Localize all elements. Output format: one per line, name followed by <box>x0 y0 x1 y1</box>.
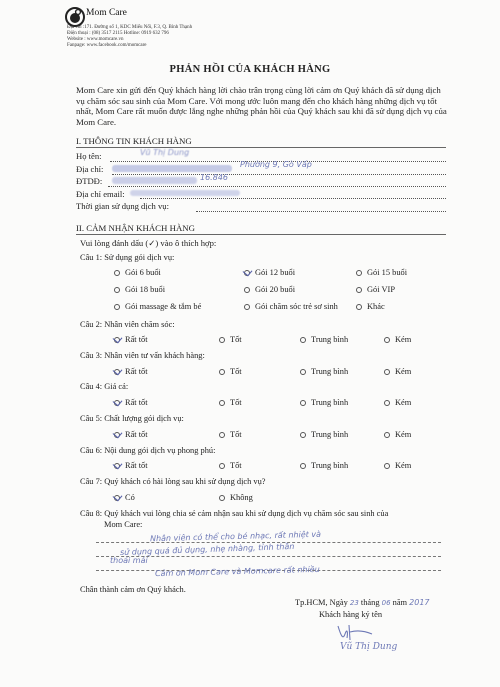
checked-radio-icon <box>114 495 120 501</box>
email-field[interactable] <box>140 198 446 199</box>
radio-icon <box>219 432 225 438</box>
q7-no[interactable]: Không <box>219 493 253 502</box>
option-other[interactable]: Khác <box>356 302 385 311</box>
signer-label: Khách hàng ký tên <box>319 610 383 619</box>
q2-very-good[interactable]: Rất tốt <box>114 335 148 344</box>
option-newborn-care[interactable]: Gói chăm sóc trẻ sơ sinh <box>244 302 338 311</box>
signature-name: Vũ Thị Dung <box>340 642 398 652</box>
answer-text-line-4[interactable]: Cảm ơn Mom Care và Momcare rất nhiều <box>154 564 320 579</box>
option-massage-bath[interactable]: Gói massage & tắm bé <box>114 302 201 311</box>
q3-very-good[interactable]: Rất tốt <box>114 367 148 376</box>
radio-icon <box>300 337 306 343</box>
option-20-sessions[interactable]: Gói 20 buổi <box>244 285 295 294</box>
q5-very-good[interactable]: Rất tốt <box>114 430 148 439</box>
radio-icon <box>114 270 120 276</box>
question-8-continued: Mom Care: <box>104 520 143 529</box>
company-phone: Điện thoại : (08) 3517 2115 Hotline: 0919 632 796 <box>67 31 169 36</box>
q6-average[interactable]: Trung bình <box>300 461 348 470</box>
instruction-text: Vui lòng đánh dấu (✓) vào ô thích hợp: <box>80 238 217 248</box>
q3-poor[interactable]: Kém <box>384 367 411 376</box>
question-2: Câu 2: Nhân viên chăm sóc: <box>80 320 175 329</box>
radio-icon <box>300 463 306 469</box>
email-label: Địa chỉ email: <box>76 189 125 199</box>
radio-icon <box>356 270 362 276</box>
radio-icon <box>300 369 306 375</box>
checked-radio-icon <box>114 432 120 438</box>
radio-icon <box>219 495 225 501</box>
address-label: Địa chỉ: <box>76 164 104 174</box>
q2-good[interactable]: Tốt <box>219 335 242 344</box>
q6-poor[interactable]: Kém <box>384 461 411 470</box>
radio-icon <box>244 287 250 293</box>
radio-icon <box>114 287 120 293</box>
q2-poor[interactable]: Kém <box>384 335 411 344</box>
thank-you-text: Chân thành cảm ơn Quý khách. <box>80 585 186 594</box>
name-label: Họ tên: <box>76 151 102 161</box>
q5-average[interactable]: Trung bình <box>300 430 348 439</box>
radio-icon <box>384 400 390 406</box>
radio-icon <box>219 463 225 469</box>
checked-radio-icon <box>114 463 120 469</box>
radio-icon <box>219 337 225 343</box>
option-15-sessions[interactable]: Gói 15 buổi <box>356 268 407 277</box>
radio-icon <box>219 369 225 375</box>
radio-icon <box>300 432 306 438</box>
question-4: Câu 4: Giá cả: <box>80 382 129 391</box>
email-redacted <box>130 190 240 196</box>
q4-very-good[interactable]: Rất tốt <box>114 398 148 407</box>
form-title: PHẢN HỒI CỦA KHÁCH HÀNG <box>169 64 331 75</box>
address-value: Phường 9, Gò Vấp <box>240 160 312 169</box>
mobile-field[interactable] <box>108 186 446 187</box>
radio-icon <box>114 304 120 310</box>
date-month: 06 <box>381 599 391 607</box>
q5-poor[interactable]: Kém <box>384 430 411 439</box>
service-period-field[interactable] <box>196 211 446 212</box>
date-prefix: Tp.HCM, Ngày <box>295 598 348 607</box>
date-day: 23 <box>349 599 359 607</box>
brand-name: Mom Care <box>86 8 127 18</box>
question-5: Câu 5: Chất lượng gói dịch vụ: <box>80 414 184 423</box>
checked-radio-icon <box>114 400 120 406</box>
q6-good[interactable]: Tốt <box>219 461 242 470</box>
section-divider <box>76 234 446 235</box>
radio-icon <box>384 369 390 375</box>
name-value: Vũ Thị Dung <box>140 148 190 157</box>
checked-radio-icon <box>244 270 250 276</box>
q7-yes[interactable]: Có <box>114 493 135 502</box>
radio-icon <box>356 287 362 293</box>
radio-icon <box>384 463 390 469</box>
company-address: Địa chỉ :171. Đường số 1, KDC Miếu Nổi, F.3, Q. Bình Thạnh <box>67 25 193 30</box>
service-period-label: Thời gian sử dụng dịch vụ: <box>76 201 169 211</box>
question-8: Câu 8: Quý khách vui lòng chia sẻ cảm nhận sau khi sử dụng dịch vụ chăm sóc sau sinh của <box>80 509 389 518</box>
option-12-sessions[interactable]: Gói 12 buổi <box>244 268 295 277</box>
radio-icon <box>356 304 362 310</box>
q4-poor[interactable]: Kém <box>384 398 411 407</box>
date-year: 2017 <box>409 598 430 607</box>
section-divider <box>76 147 446 148</box>
address-redacted <box>112 165 232 172</box>
intro-paragraph: Mom Care xin gửi đến Quý khách hàng lời chào trân trọng cùng lời cảm ơn Quý khách đã sử dụng dịch vụ chăm sóc sau sinh của Mom Care. Với mong ước luôn mang đến cho khách hàng những dịch vụ tốt nhất, Mom Care rất muốn được lắng nghe những phản hồi của Quý khách sau khi đã sử dụng dịch vụ của Mom Care. <box>76 85 447 127</box>
radio-icon <box>244 304 250 310</box>
q4-average[interactable]: Trung bình <box>300 398 348 407</box>
q4-good[interactable]: Tốt <box>219 398 242 407</box>
mobile-label: ĐTDĐ: <box>76 176 103 186</box>
option-vip[interactable]: Gói VIP <box>356 285 395 294</box>
address-field[interactable] <box>112 174 446 175</box>
mobile-value: 16.846 <box>200 173 228 182</box>
q2-average[interactable]: Trung bình <box>300 335 348 344</box>
q6-very-good[interactable]: Rất tốt <box>114 461 148 470</box>
question-1: Câu 1: Sử dụng gói dịch vụ: <box>80 253 175 262</box>
question-3: Câu 3: Nhân viên tư vấn khách hàng: <box>80 351 205 360</box>
q3-average[interactable]: Trung bình <box>300 367 348 376</box>
radio-icon <box>219 400 225 406</box>
radio-icon <box>384 337 390 343</box>
question-7: Câu 7: Quý khách có hài lòng sau khi sử dụng dịch vụ? <box>80 477 266 486</box>
option-6-sessions[interactable]: Gói 6 buổi <box>114 268 161 277</box>
q5-good[interactable]: Tốt <box>219 430 242 439</box>
question-6: Câu 6: Nội dung gói dịch vụ phong phú: <box>80 446 216 455</box>
answer-text-line-3[interactable]: thoải mái <box>110 556 148 565</box>
radio-icon <box>300 400 306 406</box>
section-customer-info-heading: I. THÔNG TIN KHÁCH HÀNG <box>76 136 192 146</box>
checked-radio-icon <box>114 337 120 343</box>
month-label: tháng <box>360 598 380 607</box>
section-feedback-heading: II. CẢM NHẬN KHÁCH HÀNG <box>76 223 195 233</box>
mobile-redacted <box>112 177 197 184</box>
answer-text-line-1[interactable]: Nhân viên có thể cho bé nhạc, rất nhiệt và <box>149 529 322 544</box>
company-fanpage: Fanpage: www.facebook.com/momcare <box>67 43 147 48</box>
radio-icon <box>384 432 390 438</box>
checked-radio-icon <box>114 369 120 375</box>
q3-good[interactable]: Tốt <box>219 367 242 376</box>
date-line <box>295 598 430 607</box>
company-website: Website : www.momcare.vn <box>67 37 124 42</box>
option-18-sessions[interactable]: Gói 18 buổi <box>114 285 165 294</box>
answer-text-line-2[interactable]: sử dụng quá đủ dụng, nhẹ nhàng, tỉnh thần <box>119 541 295 558</box>
year-label: năm <box>392 598 408 607</box>
